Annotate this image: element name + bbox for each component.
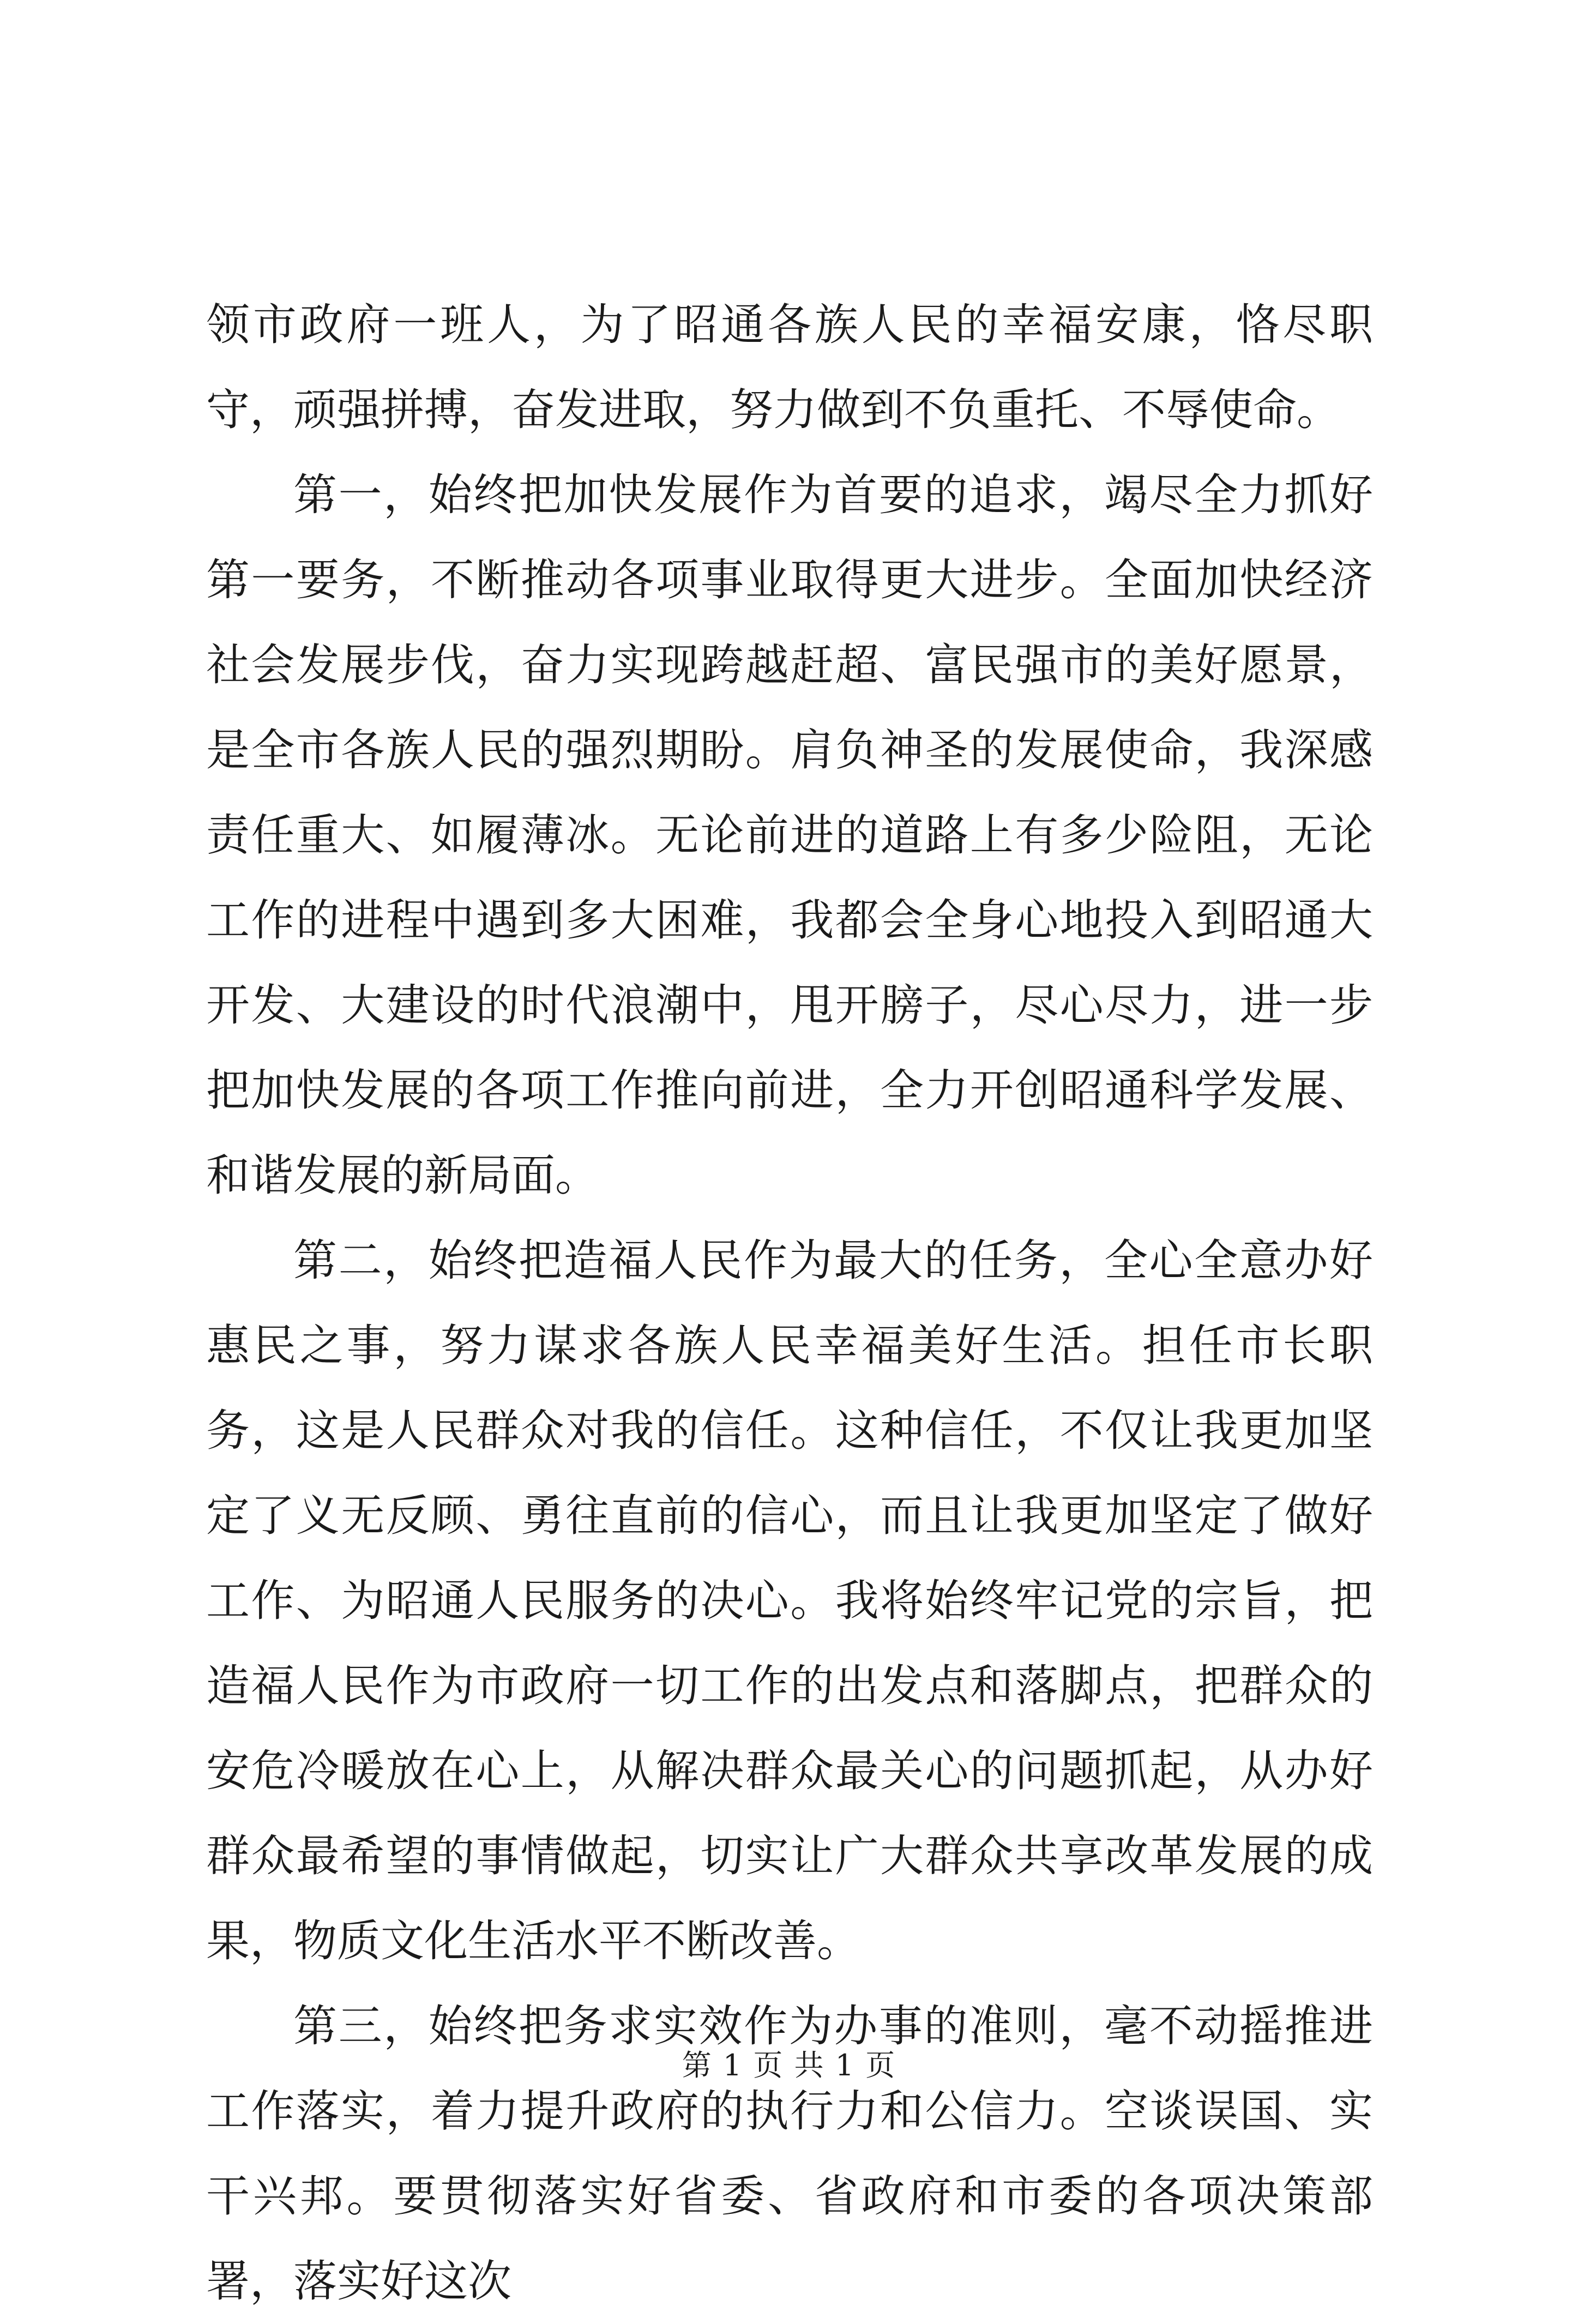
paragraph-point-three: 第三，始终把务求实效作为办事的准则，毫不动摇推进工作落实，着力提升政府的执行力和公信力。空谈误国、实干兴邦。要贯彻落实好省委、省政府和市委的各项决策部署，落实好这次 bbox=[206, 2001, 1373, 2307]
paragraph-point-two: 第二，始终把造福人民作为最大的任务，全心全意办好惠民之事，努力谋求各族人民幸福美好生活。担任市长职务，这是人民群众对我的信任。这种信任，不仅让我更加坚定了义无反顾、勇往直前的信心，而且让我更加坚定了做好工作、为昭通人民服务的决心。我将始终牢记党的宗旨，把造福人民作为市政府一切工作的出发点和落脚点，把群众的安危冷暖放在心上，从解决群众最关心的问题抓起，从办好群众最希望的事情做起，切实让广大群众共享改革发展的成果，物质文化生活水平不断改善。 bbox=[206, 1235, 1373, 1966]
document-body bbox=[206, 282, 1373, 2324]
page-number-footer: 第 1 页 共 1 页 bbox=[682, 2048, 896, 2082]
paragraph-point-one: 第一，始终把加快发展作为首要的追求，竭尽全力抓好第一要务，不断推动各项事业取得更大进步。全面加快经济社会发展步伐，奋力实现跨越赶超、富民强市的美好愿景，是全市各族人民的强烈期盼。肩负神圣的发展使命，我深感责任重大、如履薄冰。无论前进的道路上有多少险阻，无论工作的进程中遇到多大困难，我都会全身心地投入到昭通大开发、大建设的时代浪潮中，甩开膀子，尽心尽力，进一步把加快发展的各项工作推向前进，全力开创昭通科学发展、和谐发展的新局面。 bbox=[206, 469, 1373, 1201]
paragraph-intro: 领市政府一班人，为了昭通各族人民的幸福安康，恪尽职守，顽强拼搏，奋发进取，努力做到不负重托、不辱使命。 bbox=[206, 299, 1373, 435]
